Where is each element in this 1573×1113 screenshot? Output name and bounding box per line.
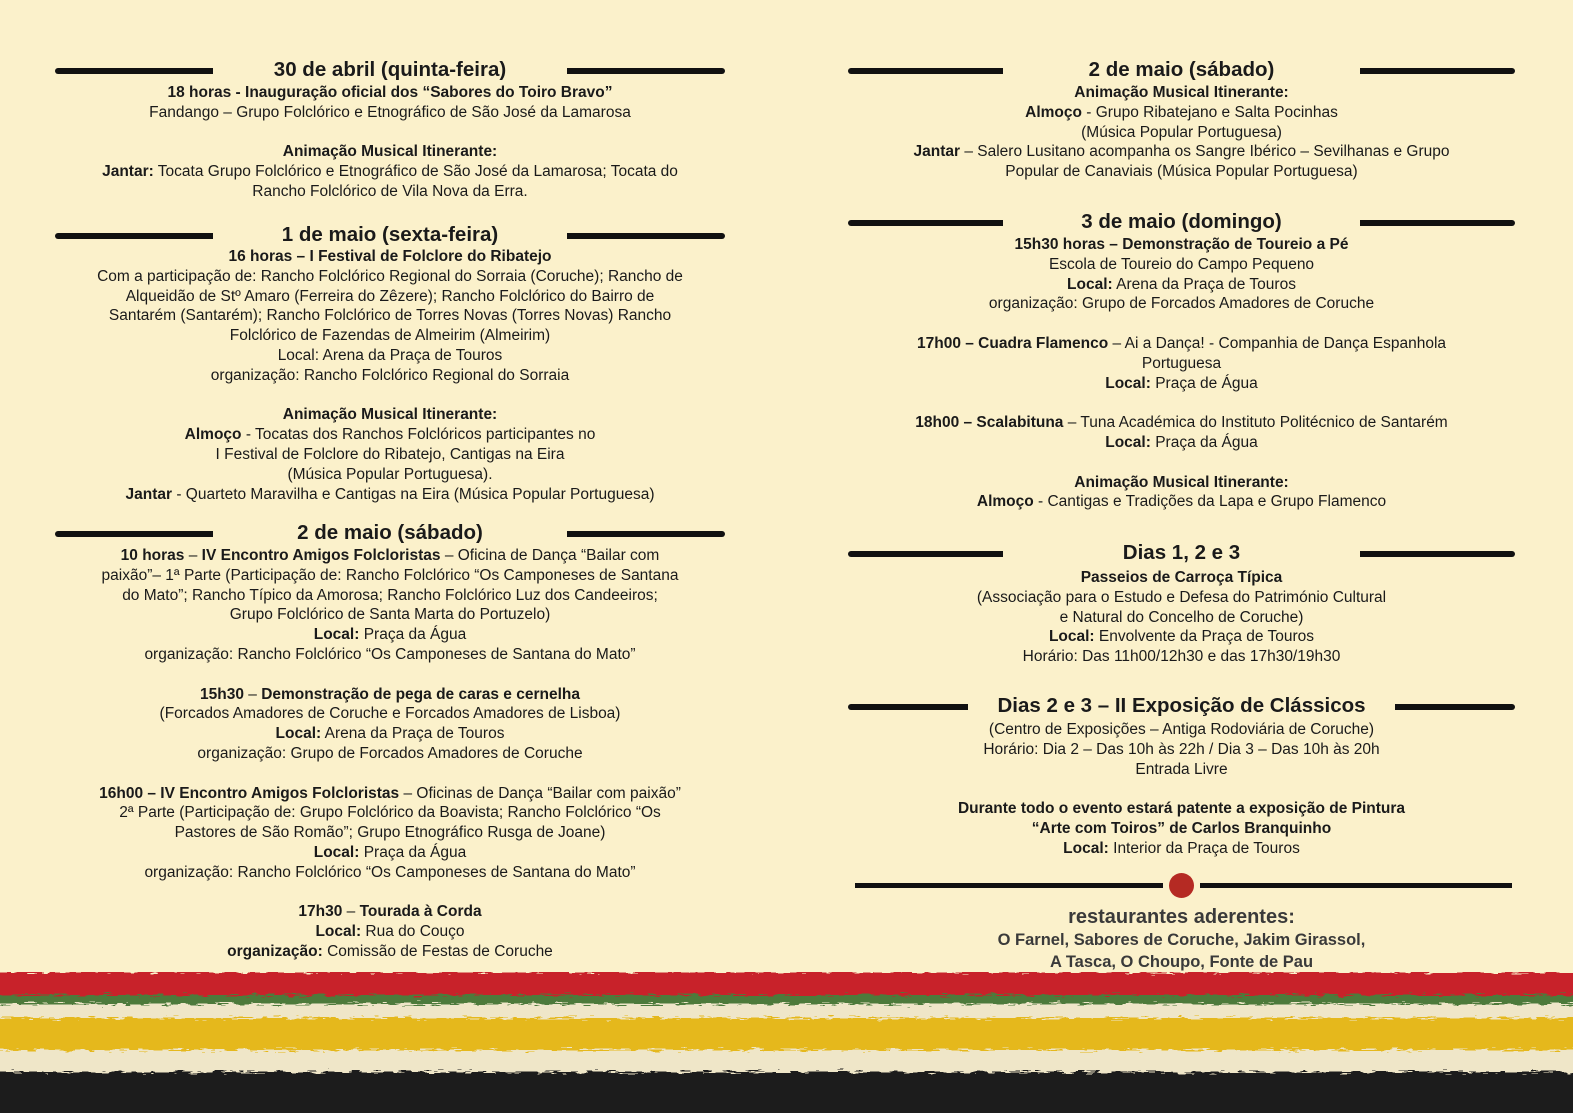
event-line: - Tocatas dos Ranchos Folclóricos participantes no xyxy=(241,426,596,444)
label-jantar: Jantar: xyxy=(102,163,154,181)
event-line: Portuguesa xyxy=(1141,354,1222,372)
heading-row-1-maio xyxy=(55,220,725,250)
section-3-maio xyxy=(848,235,1515,512)
event-line: Fandango – Grupo Folclórico e Etnográfico de São José da Lamarosa xyxy=(149,103,631,121)
heading-row-3-maio xyxy=(848,207,1515,237)
label-local: Local: xyxy=(313,843,360,861)
label-almoco: Almoço xyxy=(976,493,1034,511)
separator: – xyxy=(243,685,262,703)
event-line: - Cantigas e Tradições da Lapa e Grupo Flamenco xyxy=(1033,493,1387,511)
event-line: Praça da Água xyxy=(359,843,467,861)
label-jantar: Jantar xyxy=(913,143,961,161)
decorative-stripes xyxy=(0,962,1573,1113)
heading-row-2-maio xyxy=(55,518,725,548)
event-line: Escola de Toureio do Campo Pequeno xyxy=(1048,255,1315,273)
heading-row-dias-1-2-3 xyxy=(848,538,1515,568)
event-line: Rancho Folclórico de Vila Nova da Erra. xyxy=(252,182,528,200)
event-title: 18 horas - Inauguração oficial dos “Sabores do Toiro Bravo” xyxy=(167,84,613,101)
animation-title: Animação Musical Itinerante: xyxy=(1074,473,1289,491)
event-line: Praça da Água xyxy=(359,626,467,644)
section-2-maio-left xyxy=(55,546,725,962)
restaurants-list-line: O Farnel, Sabores de Coruche, Jakim Girassol, xyxy=(997,931,1366,949)
heading-3-maio: 3 de maio (domingo) xyxy=(1081,210,1282,233)
event-line: Com a participação de: Rancho Folclórico Regional do Sorraia (Coruche); Rancho de xyxy=(97,267,683,285)
stripe-red xyxy=(0,972,1573,998)
animation-title: Animação Musical Itinerante: xyxy=(282,406,498,424)
dot-divider xyxy=(855,872,1512,898)
event-line: Horário: Dia 2 – Das 10h às 22h / Dia 3 – Das 10h às 20h xyxy=(983,740,1380,758)
event-title: 17h00 – Cuadra Flamenco xyxy=(916,334,1109,352)
heading-2-maio-right: 2 de maio (sábado) xyxy=(1088,58,1275,81)
label-local: Local: xyxy=(1063,839,1109,857)
heading-row-30-abril xyxy=(55,55,725,85)
event-line: organização: Grupo de Forcados Amadores de Coruche xyxy=(197,744,583,762)
event-title: 15h30 horas – Demonstração de Toureio a Pé xyxy=(1014,236,1349,253)
label-local: Local: xyxy=(275,725,322,743)
heading-row-2-maio-right xyxy=(848,55,1515,85)
event-line: Tocata Grupo Folclórico e Etnográfico de São José da Lamarosa; Tocata do xyxy=(153,163,678,181)
label-local: Local: xyxy=(1105,433,1151,451)
separator: – xyxy=(342,903,360,921)
event-line: – Ai a Dança! - Companhia de Dança Espanhola xyxy=(1108,334,1447,352)
event-line: (Centro de Exposições – Antiga Rodoviária de Coruche) xyxy=(988,721,1375,738)
event-line: (Música Popular Portuguesa). xyxy=(287,465,493,483)
exhibition-title: “Arte com Toiros” de Carlos Branquinho xyxy=(1031,819,1332,837)
red-dot-icon xyxy=(1169,873,1194,898)
event-title: Tourada à Corda xyxy=(359,903,482,921)
event-time: 17h30 xyxy=(298,903,343,921)
exhibition-notice: Durante todo o evento estará patente a exposição de Pintura xyxy=(957,800,1406,818)
heading-dias-1-2-3: Dias 1, 2 e 3 xyxy=(1122,541,1241,564)
event-line: Arena da Praça de Touros xyxy=(1112,275,1296,293)
label-local: Local: xyxy=(313,626,360,644)
heading-dias-2-3: Dias 2 e 3 – II Exposição de Clássicos xyxy=(997,694,1366,717)
divider-line-right xyxy=(1200,883,1512,888)
separator: – xyxy=(184,547,202,564)
event-title: 16 horas – I Festival de Folclore do Ribatejo xyxy=(228,248,552,265)
heading-2-maio-left: 2 de maio (sábado) xyxy=(297,521,483,544)
event-time: 10 horas xyxy=(120,547,185,564)
event-line: Pastores de São Romão”; Grupo Etnográfico Rusga de Joane) xyxy=(174,824,606,842)
event-line: Interior da Praça de Touros xyxy=(1108,839,1300,857)
restaurants-list-line: A Tasca, O Choupo, Fonte de Pau xyxy=(1049,953,1314,971)
event-line: organização: Rancho Folclórico “Os Camponeses de Santana do Mato” xyxy=(144,863,636,881)
event-line: Praça da Água xyxy=(1150,433,1258,451)
label-local: Local: xyxy=(1067,275,1113,293)
event-line: 2ª Parte (Participação de: Grupo Folclórico da Boavista; Rancho Folclórico “Os xyxy=(119,804,661,822)
event-title: Passeios de Carroça Típica xyxy=(1080,569,1283,586)
section-1-maio xyxy=(55,247,725,504)
event-line: paixão”– 1ª Parte (Participação de: Rancho Folclórico “Os Camponeses de Santana xyxy=(101,566,679,584)
label-almoco: Almoço xyxy=(184,426,242,444)
event-line: Praça de Água xyxy=(1150,374,1258,392)
event-line: Alqueidão de Stº Amaro (Ferreira do Zêzere); Rancho Folclórico do Bairro de xyxy=(125,287,655,305)
stripe-black xyxy=(0,1072,1573,1113)
stripe-cream xyxy=(0,1050,1573,1072)
stripe-green xyxy=(0,995,1573,1004)
event-time: 15h30 xyxy=(200,685,244,703)
restaurants-title: restaurantes aderentes: xyxy=(1068,906,1295,928)
label-jantar: Jantar xyxy=(125,485,173,503)
stripe-cream xyxy=(0,1004,1573,1018)
label-local: Local: xyxy=(315,923,362,941)
event-line: I Festival de Folclore do Ribatejo, Cantigas na Eira xyxy=(215,445,565,463)
section-2-maio-right xyxy=(848,83,1515,182)
event-line: – Salero Lusitano acompanha os Sangre Ibérico – Sevilhanas e Grupo xyxy=(960,143,1450,161)
event-line: e Natural do Concelho de Coruche) xyxy=(1059,608,1304,626)
event-line: Arena da Praça de Touros xyxy=(321,725,505,743)
event-line: Santarém (Santarém); Rancho Folclórico de Torres Novas (Torres Novas) Rancho xyxy=(108,307,672,325)
event-line: – Oficinas de Dança “Bailar com paixão” xyxy=(399,784,681,802)
event-line: do Mato”; Rancho Típico da Amorosa; Rancho Folclórico Luz dos Candeeiros; xyxy=(122,586,658,604)
event-line: Rua do Couço xyxy=(361,923,465,941)
event-line: Local: Arena da Praça de Touros xyxy=(277,346,503,364)
event-title: 18h00 – Scalabituna xyxy=(915,414,1064,432)
event-title: 16h00 – IV Encontro Amigos Folcloristas xyxy=(99,784,400,802)
event-line: organização: Rancho Folclórico Regional do Sorraia xyxy=(210,366,570,384)
divider-line-left xyxy=(855,883,1163,888)
animation-title: Animação Musical Itinerante: xyxy=(1074,84,1289,101)
animation-title: Animação Musical Itinerante: xyxy=(282,143,498,161)
event-line: Entrada Livre xyxy=(1135,760,1228,778)
event-line: Popular de Canaviais (Música Popular Portuguesa) xyxy=(1005,163,1358,181)
event-line: Comissão de Festas de Coruche xyxy=(322,942,553,960)
event-line: – Tuna Académica do Instituto Politécnico de Santarém xyxy=(1063,414,1448,432)
heading-row-dias-2-3 xyxy=(848,691,1515,721)
event-line: Grupo Folclórico de Santa Marta do Portuzelo) xyxy=(229,606,551,624)
event-line: (Música Popular Portuguesa) xyxy=(1081,123,1282,141)
event-line: - Grupo Ribatejano e Salta Pocinhas xyxy=(1081,103,1338,121)
event-title: Demonstração de pega de caras e cernelha xyxy=(261,685,580,703)
event-line: organização: Rancho Folclórico “Os Camponeses de Santana do Mato” xyxy=(144,645,636,663)
event-line: Envolvente da Praça de Touros xyxy=(1094,628,1315,646)
event-line: organização: Grupo de Forcados Amadores de Coruche xyxy=(988,295,1375,313)
label-almoco: Almoço xyxy=(1025,103,1082,121)
event-title: IV Encontro Amigos Folcloristas xyxy=(201,547,441,564)
event-line: (Associação para o Estudo e Defesa do Património Cultural xyxy=(976,588,1387,606)
event-line: Folclórico de Fazendas de Almeirim (Almeirim) xyxy=(229,327,551,345)
event-line: Horário: Das 11h00/12h30 e das 17h30/19h30 xyxy=(1022,648,1341,666)
label-local: Local: xyxy=(1105,374,1151,392)
stripe-yellow xyxy=(0,1018,1573,1050)
section-dias-1-2-3 xyxy=(848,568,1515,667)
heading-1-maio: 1 de maio (sexta-feira) xyxy=(281,223,499,246)
event-line: – Oficina de Dança “Bailar com xyxy=(440,547,660,564)
section-30-abril xyxy=(55,83,725,202)
event-line: - Quarteto Maravilha e Cantigas na Eira (Música Popular Portuguesa) xyxy=(172,485,655,503)
label-organizacao: organização: xyxy=(227,942,323,960)
section-dias-2-3 xyxy=(848,720,1515,859)
event-line: (Forcados Amadores de Coruche e Forcados Amadores de Lisboa) xyxy=(159,705,621,723)
heading-30-abril: 30 de abril (quinta-feira) xyxy=(273,58,507,81)
label-local: Local: xyxy=(1048,628,1095,646)
